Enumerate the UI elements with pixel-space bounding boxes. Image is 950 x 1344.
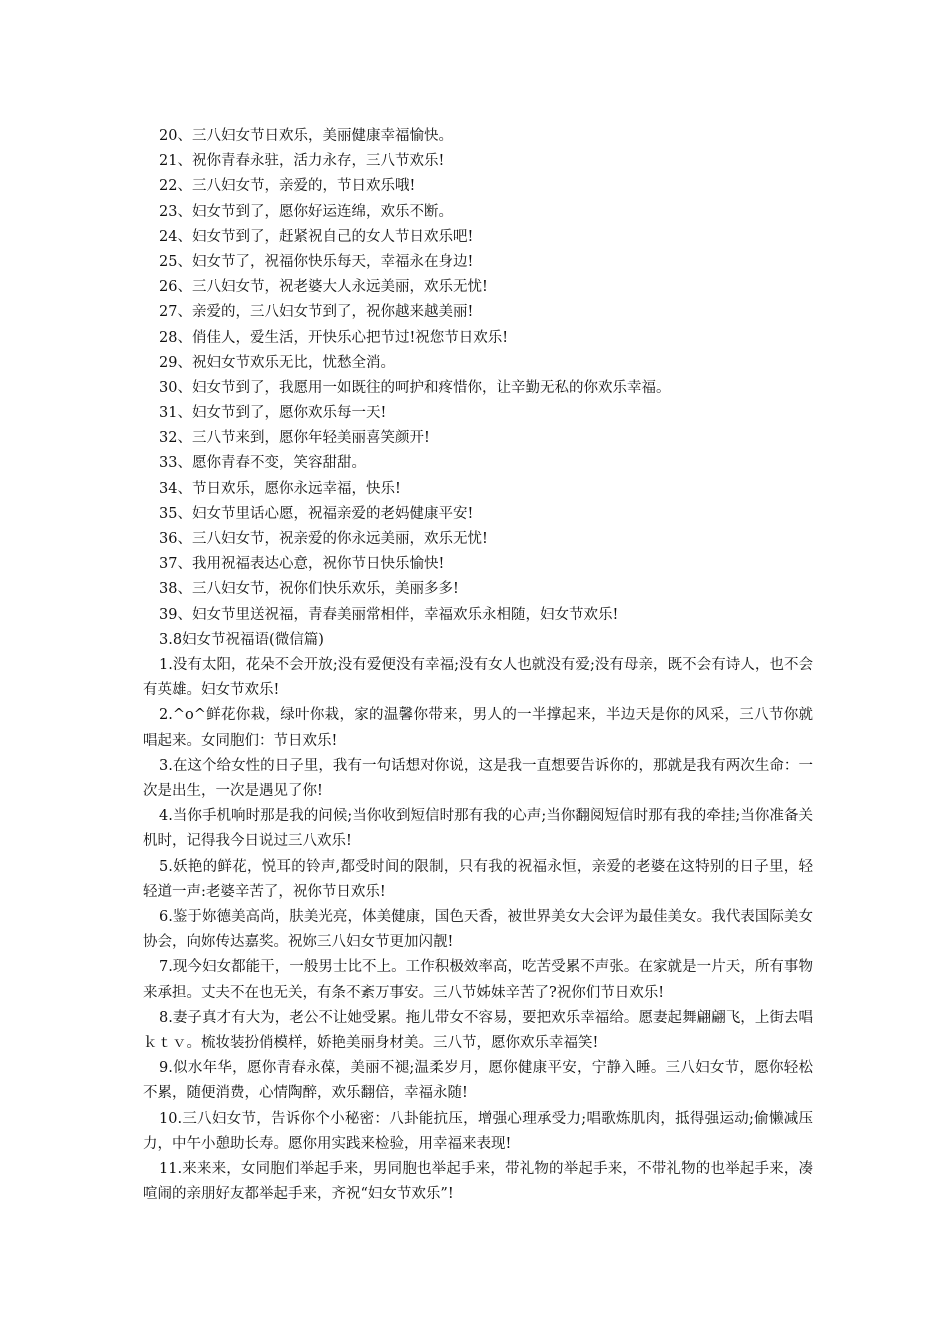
list-item: 32、三八节来到，愿你年轻美丽喜笑颜开! [159,430,430,447]
list-item: 26、三八妇女节，祝老婆大人永远美丽，欢乐无忧! [159,279,488,296]
paragraph-item: 4.当你手机响时那是我的问候;当你收到短信时那有我的心声;当你翻阅短信时那有我的牵挂;当你准备关机时，记得我今日说过三八欢乐! [143,808,813,850]
paragraph-item: 6.鉴于妳德美高尚，肤美光亮，体美健康，国色天香，被世界美女大会评为最佳美女。我代表国际美女协会，向妳传达嘉奖。祝妳三八妇女节更加闪靓! [143,908,813,951]
list-item: 29、祝妇女节欢乐无比，忧愁全消。 [159,354,395,371]
list-item: 36、三八妇女节，祝亲爱的你永远美丽，欢乐无忧! [159,531,488,547]
list-item: 24、妇女节到了，赶紧祝自己的女人节日欢乐吧! [159,228,474,245]
section-heading: 3.8妇女节祝福语(微信篇) [159,631,324,648]
list-item: 34、节日欢乐，愿你永远幸福，快乐! [159,480,401,497]
list-item: 31、妇女节到了，愿你欢乐每一天! [159,405,387,422]
list-item: 20、三八妇女节日欢乐，美丽健康幸福愉快。 [159,128,453,144]
list-item: 30、妇女节到了，我愿用一如既往的呵护和疼惜你，让辛勤无私的你欢乐幸福。 [159,379,671,396]
list-item: 25、妇女节了，祝福你快乐每天，幸福永在身边! [159,253,474,270]
list-item: 37、我用祝福表达心意，祝你节日快乐愉快! [159,556,445,573]
list-item: 39、妇女节里送祝福，青春美丽常相伴，幸福欢乐永相随，妇女节欢乐! [159,606,619,623]
list-item: 33、愿你青春不变，笑容甜甜。 [159,455,366,472]
paragraph-item: 11.来来来，女同胞们举起手来，男同胞也举起手来，带礼物的举起手来，不带礼物的也举起手来，凑喧闹的亲朋好友都举起手来，齐祝“妇女节欢乐”! [143,1161,813,1203]
greeting-list-numbered [143,124,813,628]
paragraph-item: 2.^o^鲜花你栽，绿叶你栽，家的温馨你带来，男人的一半撑起来，半边天是你的风采，三八节你就唱起来。女同胞们：节日欢乐! [143,707,813,749]
list-item: 35、妇女节里话心愿，祝福亲爱的老妈健康平安! [159,505,474,522]
paragraph-item: 1.没有太阳，花朵不会开放;没有爱便没有幸福;没有女人也就没有爱;没有母亲，既不会有诗人，也不会有英雄。妇女节欢乐! [143,656,813,699]
greeting-list-wechat [143,653,813,1207]
paragraph-item: 5.妖艳的鲜花，悦耳的铃声,都受时间的限制，只有我的祝福永恒，亲爱的老婆在这特别的日子里，轻轻道一声:老婆辛苦了，祝你节日欢乐! [143,858,813,900]
list-item: 21、祝你青春永驻，活力永存，三八节欢乐! [159,153,445,170]
paragraph-item: 7.现今妇女都能干，一般男士比不上。工作积极效率高，吃苦受累不声张。在家就是一片天，所有事物来承担。丈夫不在也无关，有条不紊万事安。三八节姊妹辛苦了?祝你们节日欢乐! [143,959,813,1001]
list-item: 28、俏佳人，爱生活，开快乐心把节过!祝您节日欢乐! [159,329,509,346]
paragraph-item: 8.妻子真才有大为，老公不让她受累。拖儿带女不容易，要把欢乐幸福给。愿妻起舞翩翩飞，上街去唱ｋｔｖ。梳妆装扮俏模样，娇艳美丽身材美。三八节，愿你欢乐幸福笑! [143,1009,813,1051]
list-item: 22、三八妇女节，亲爱的，节日欢乐哦! [159,178,416,195]
paragraph-item: 3.在这个给女性的日子里，我有一句话想对你说，这是我一直想要告诉你的，那就是我有两次生命：一次是出生，一次是遇见了你! [143,757,813,799]
paragraph-item: 10.三八妇女节，告诉你个小秘密：八卦能抗压，增强心理承受力;唱歌炼肌肉，抵得强运动;偷懒减压力，中午小憩助长寿。愿你用实践来检验，用幸福来表现! [143,1110,813,1152]
list-item: 23、妇女节到了，愿你好运连绵，欢乐不断。 [159,203,453,220]
document-page [143,124,813,1207]
list-item: 27、亲爱的，三八妇女节到了，祝你越来越美丽! [159,304,474,321]
list-item: 38、三八妇女节，祝你们快乐欢乐，美丽多多! [159,581,459,598]
paragraph-item: 9.似水年华，愿你青春永葆，美丽不褪;温柔岁月，愿你健康平安，宁静入睡。三八妇女节，愿你轻松不累，随便消费，心情陶醉，欢乐翻倍，幸福永随! [143,1060,813,1102]
